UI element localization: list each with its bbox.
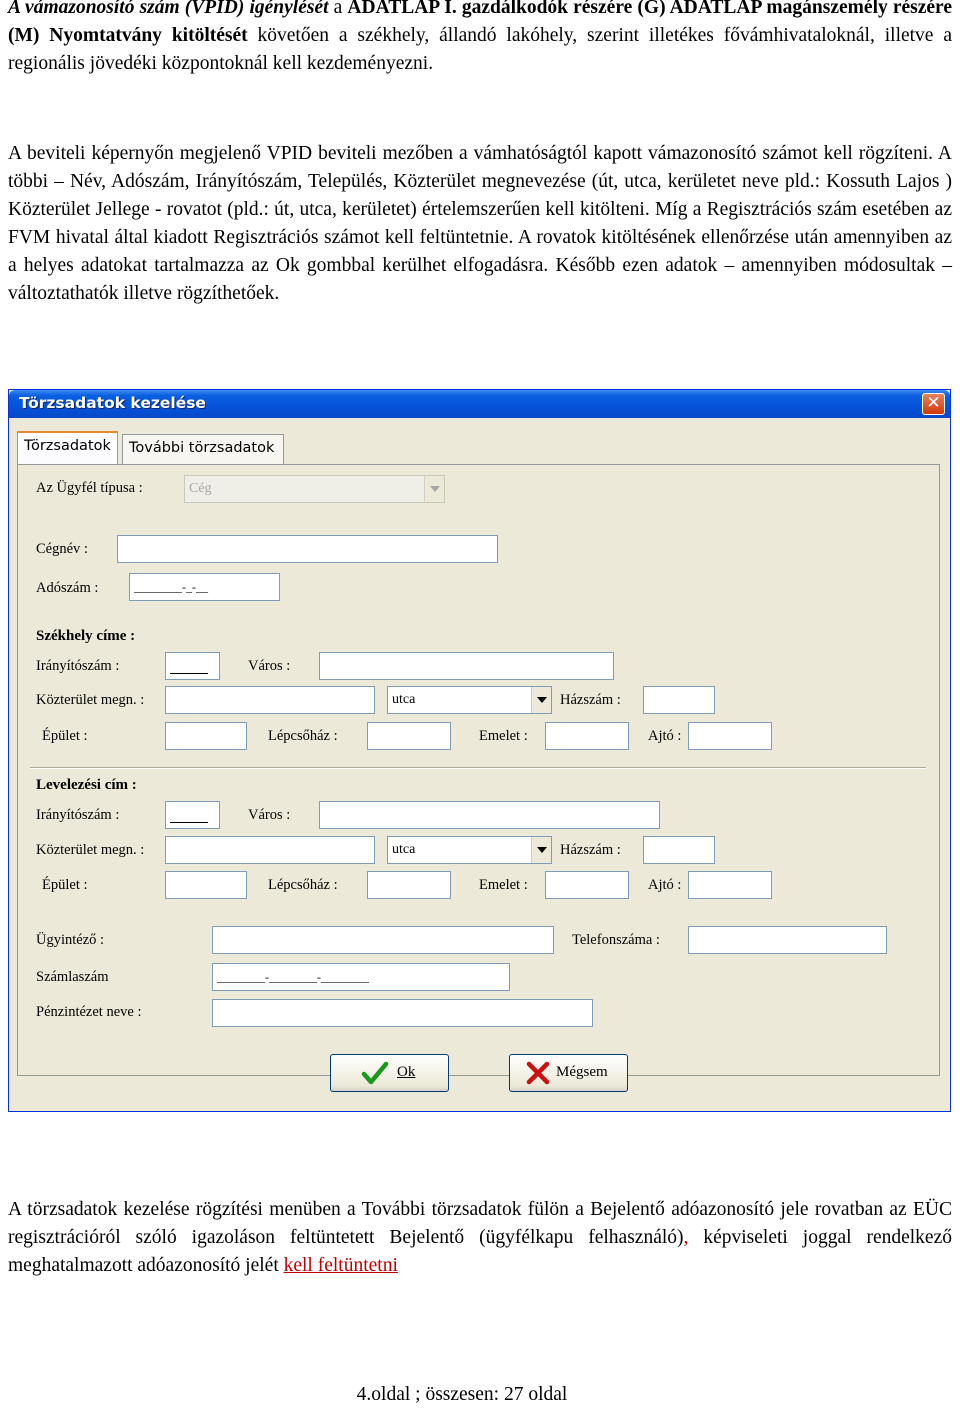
levelezesi-kozterulet-input[interactable] bbox=[165, 836, 375, 864]
szamlaszam-input[interactable] bbox=[212, 963, 510, 991]
levelezesi-jelleg-dropdown-button[interactable] bbox=[531, 837, 551, 863]
levelezesi-iranyitoszam-input[interactable] bbox=[165, 801, 220, 829]
intro-italic-text: A vámazonosító szám (VPID) igénylését bbox=[8, 0, 329, 18]
ugyintezo-label: Ügyintéző : bbox=[36, 932, 105, 948]
closing-main-text: A törzsadatok kezelése rögzítési menüben a További törzsadatok fülön a Bejelentő adóazonosító jele rovatban az EÜC regisztrációról szóló igazoláson feltüntetett Bejelentő (ügyfélkapu felhasználó) bbox=[8, 1199, 952, 1248]
section-divider bbox=[30, 767, 926, 769]
adoszam-mask: ________-_-__ bbox=[134, 580, 208, 594]
levelezesi-epulet-label: Épület : bbox=[42, 877, 88, 893]
szekhely-lepcsohaz-label: Lépcsőház : bbox=[268, 728, 338, 744]
levelezesi-iranyitoszam-mask bbox=[170, 822, 208, 823]
szekhely-kozterulet-label: Közterület megn. : bbox=[36, 692, 145, 708]
ugyfel-tipus-value: Cég bbox=[189, 481, 212, 496]
szekhely-emelet-input[interactable] bbox=[545, 722, 629, 750]
levelezesi-hazszam-label: Házszám : bbox=[560, 842, 621, 858]
levelezesi-emelet-label: Emelet : bbox=[479, 877, 528, 893]
szamlaszam-label: Számlaszám bbox=[36, 969, 109, 985]
ok-label: Ok bbox=[397, 1064, 416, 1080]
instructions-paragraph: A beviteli képernyőn megjelenő VPID beviteli mezőben a vámhatóságtól kapott vámazonosító számot kell rögzíteni. A többi – Név, Adószám, Irányítószám, Település, Közterület megnevezése (út, utca, kerületet neve pld.: Kossuth Lajos ) Közterület Jellege - rovatot (pld.: út, utca, kerületet) értelemszerűen kell kitölteni. Míg a Regisztrációs szám esetében az FVM hivatal által kiadott Regisztrációs számot kell feltüntetnie. A rovatok kitöltésének ellenőrzése után amennyiben az a helyes adatokat tartalmazza az Ok gombbal kerülhet elfogadásra. Később ezen adatok – amennyiben módosultak – változtathatók illetve rögzíthetőek. bbox=[8, 143, 952, 304]
cegnev-input[interactable] bbox=[117, 535, 498, 563]
intro-bold-text: ADATLAP I. gazdálkodók részére (G) ADATLAP magánszemély részére (M) Nyomtatvány kitöltését bbox=[8, 0, 953, 46]
szekhely-heading: Székhely címe : bbox=[36, 628, 136, 644]
levelezesi-ajto-input[interactable] bbox=[688, 871, 772, 899]
chevron-down-icon bbox=[537, 847, 547, 853]
penzintezet-input[interactable] bbox=[212, 999, 593, 1027]
szekhely-jelleg-value: utca bbox=[392, 692, 416, 707]
levelezesi-ajto-label: Ajtó : bbox=[648, 877, 682, 893]
szekhely-iranyitoszam-label: Irányítószám : bbox=[36, 658, 120, 674]
telefonszam-label: Telefonszáma : bbox=[572, 932, 660, 948]
szekhely-lepcsohaz-input[interactable] bbox=[367, 722, 451, 750]
szekhely-emelet-label: Emelet : bbox=[479, 728, 528, 744]
intro-paragraph bbox=[8, 0, 952, 78]
levelezesi-jelleg-value: utca bbox=[392, 842, 416, 857]
chevron-down-icon bbox=[537, 697, 547, 703]
szekhely-jelleg-dropdown-button[interactable] bbox=[531, 687, 551, 713]
telefonszam-input[interactable] bbox=[688, 926, 887, 954]
ugyintezo-input[interactable] bbox=[212, 926, 554, 954]
szekhely-varos-input[interactable] bbox=[319, 652, 614, 680]
levelezesi-hazszam-input[interactable] bbox=[643, 836, 715, 864]
szekhely-kozterulet-input[interactable] bbox=[165, 686, 375, 714]
ok-button[interactable] bbox=[330, 1054, 449, 1092]
close-icon: ✕ bbox=[926, 393, 941, 413]
szekhely-varos-label: Város : bbox=[248, 658, 291, 674]
tab-tovabbi-torzsadatok[interactable]: További törzsadatok bbox=[122, 434, 284, 464]
szekhely-hazszam-label: Házszám : bbox=[560, 692, 621, 708]
close-button[interactable] bbox=[922, 393, 945, 415]
closing-red-text: kell feltüntetni bbox=[283, 1255, 398, 1276]
szekhely-jelleg-select[interactable] bbox=[387, 686, 552, 714]
levelezesi-lepcsohaz-input[interactable] bbox=[367, 871, 451, 899]
levelezesi-emelet-input[interactable] bbox=[545, 871, 629, 899]
megsem-button[interactable] bbox=[509, 1054, 628, 1092]
closing-comma: , bbox=[683, 1227, 689, 1248]
levelezesi-kozterulet-label: Közterület megn. : bbox=[36, 842, 145, 858]
levelezesi-lepcsohaz-label: Lépcsőház : bbox=[268, 877, 338, 893]
levelezesi-heading: Levelezési cím : bbox=[36, 777, 137, 793]
adoszam-label: Adószám : bbox=[36, 580, 99, 596]
szekhely-iranyitoszam-mask bbox=[170, 673, 208, 674]
window-title: Törzsadatok kezelése bbox=[19, 394, 206, 412]
ugyfel-tipus-select[interactable] bbox=[184, 475, 445, 503]
ugyfel-tipus-label: Az Ügyfél típusa : bbox=[36, 480, 143, 496]
megsem-label: Mégsem bbox=[556, 1064, 608, 1080]
closing-mid-text: képviseleti joggal rendelkező meghatalmazott adóazonosító jelét bbox=[8, 1227, 952, 1276]
levelezesi-varos-label: Város : bbox=[248, 807, 291, 823]
intro-rest-text: követően a székhely, állandó lakóhely, szerint illetékes fővámhivataloknál, illetve a regionális jövedéki központoknál kell kezdeményezni. bbox=[8, 25, 952, 74]
window-titlebar[interactable] bbox=[9, 390, 950, 418]
levelezesi-epulet-input[interactable] bbox=[165, 871, 247, 899]
szekhely-iranyitoszam-input[interactable] bbox=[165, 652, 220, 680]
penzintezet-label: Pénzintézet neve : bbox=[36, 1004, 142, 1020]
intro-connector: a bbox=[328, 0, 348, 18]
szekhely-hazszam-input[interactable] bbox=[643, 686, 715, 714]
checkmark-icon bbox=[361, 1059, 389, 1087]
levelezesi-jelleg-select[interactable] bbox=[387, 836, 552, 864]
levelezesi-iranyitoszam-label: Irányítószám : bbox=[36, 807, 120, 823]
cegnev-label: Cégnév : bbox=[36, 541, 88, 557]
szekhely-epulet-input[interactable] bbox=[165, 722, 247, 750]
cross-icon bbox=[524, 1059, 552, 1087]
szekhely-ajto-input[interactable] bbox=[688, 722, 772, 750]
szamlaszam-mask: ________-________-________ bbox=[217, 970, 369, 984]
adoszam-input[interactable] bbox=[129, 573, 280, 601]
chevron-down-icon bbox=[430, 486, 440, 492]
page-footer: 4.oldal ; összesen: 27 oldal bbox=[356, 1384, 568, 1405]
tab-torzsadatok[interactable]: Törzsadatok bbox=[17, 431, 118, 465]
closing-paragraph bbox=[8, 1196, 952, 1280]
levelezesi-varos-input[interactable] bbox=[319, 801, 660, 829]
ugyfel-tipus-dropdown-button[interactable] bbox=[424, 476, 444, 502]
szekhely-ajto-label: Ajtó : bbox=[648, 728, 682, 744]
szekhely-epulet-label: Épület : bbox=[42, 728, 88, 744]
